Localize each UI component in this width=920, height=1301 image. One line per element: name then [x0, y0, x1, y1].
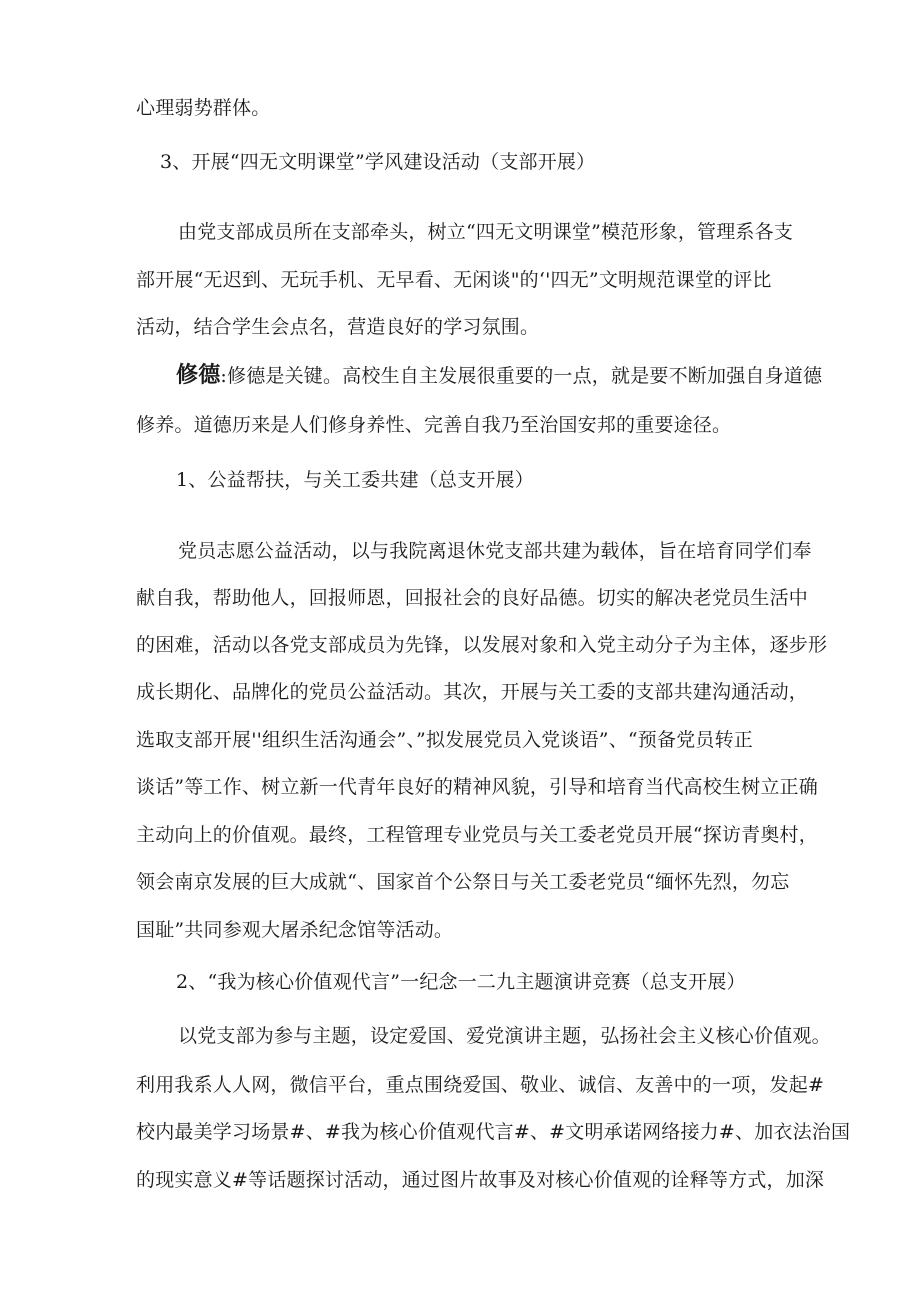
- paragraph-line: 献自我，帮助他人，回报师恩，回报社会的良好品德。切实的解决老党员生活中: [136, 587, 809, 609]
- paragraph-line: 主动向上的价值观。最终，工程管理专业党员与关工委老党员开展“探访青奥村，: [136, 824, 818, 846]
- paragraph-line: 的现实意义#等话题探讨活动，通过图片故事及对核心价值观的诠释等方式，加深: [136, 1169, 825, 1191]
- paragraph-line: 部开展“无迟到、无玩手机、无早看、无闲谈"的‘'四无”文明规范课堂的评比: [136, 269, 772, 291]
- paragraph-line: 修养。道德历来是人们修身养性、完善自我乃至治国安邦的重要途径。: [136, 414, 732, 436]
- paragraph-line: 校内最美学习场景#、#我为核心价值观代言#、#文明承诺网络接力#、加衣法治国: [136, 1121, 851, 1143]
- xiude-paragraph-line: [176, 362, 822, 390]
- paragraph-line: 谈话”等工作、树立新一代青年良好的精神风貌，引导和培育当代高校生树立正确: [136, 776, 818, 798]
- paragraph-line: 由党支部成员所在支部牵头，树立“四无文明课堂”模范形象，管理系各支: [178, 221, 794, 243]
- paragraph-line: 国耻”共同参观大屠杀纪念馆等活动。: [136, 919, 454, 941]
- section-heading: 3、开展“四无文明课堂”学风建设活动（支部开展）: [160, 151, 596, 173]
- xiude-keyword: 修德: [176, 363, 221, 388]
- section-heading: 2、“我为核心价值观代言”一纪念一二九主题演讲竞赛（总支开展）: [176, 971, 746, 993]
- paragraph-line: 心理弱势群体。: [136, 97, 271, 119]
- paragraph-line: 领会南京发展的巨大成就“、国家首个公祭日与关工委老党员“缅怀先烈，勿忘: [136, 871, 790, 893]
- paragraph-line: 党员志愿公益活动，以与我院离退休党支部共建为载体，旨在培育同学们奉: [178, 540, 812, 562]
- paragraph-line: 活动，结合学生会点名，营造良好的学习氛围。: [136, 316, 540, 338]
- paragraph-line: 以党支部为参与主题，设定爱国、爱党演讲主题，弘扬社会主义核心价值观。: [178, 1025, 831, 1047]
- paragraph-line: 利用我系人人网，微信平台，重点围绕爱国、敬业、诚信、友善中的一项，发起#: [136, 1074, 825, 1096]
- section-heading: 1、公益帮扶，与关工委共建（总支开展）: [176, 469, 534, 491]
- paragraph-line: 选取支部开展''组织生活沟通会”、”拟发展党员入党谈语”、“预备党员转正: [136, 729, 754, 751]
- paragraph-line: 的困难，活动以各党支部成员为先锋，以发展对象和入党主动分子为主体，逐步形: [136, 634, 828, 656]
- xiude-text: :修德是关键。高校生自主发展很重要的一点，就是要不断加强自身道德: [220, 365, 823, 387]
- paragraph-line: 成长期化、品牌化的党员公益活动。其次，开展与关工委的支部共建沟通活动，: [136, 681, 809, 703]
